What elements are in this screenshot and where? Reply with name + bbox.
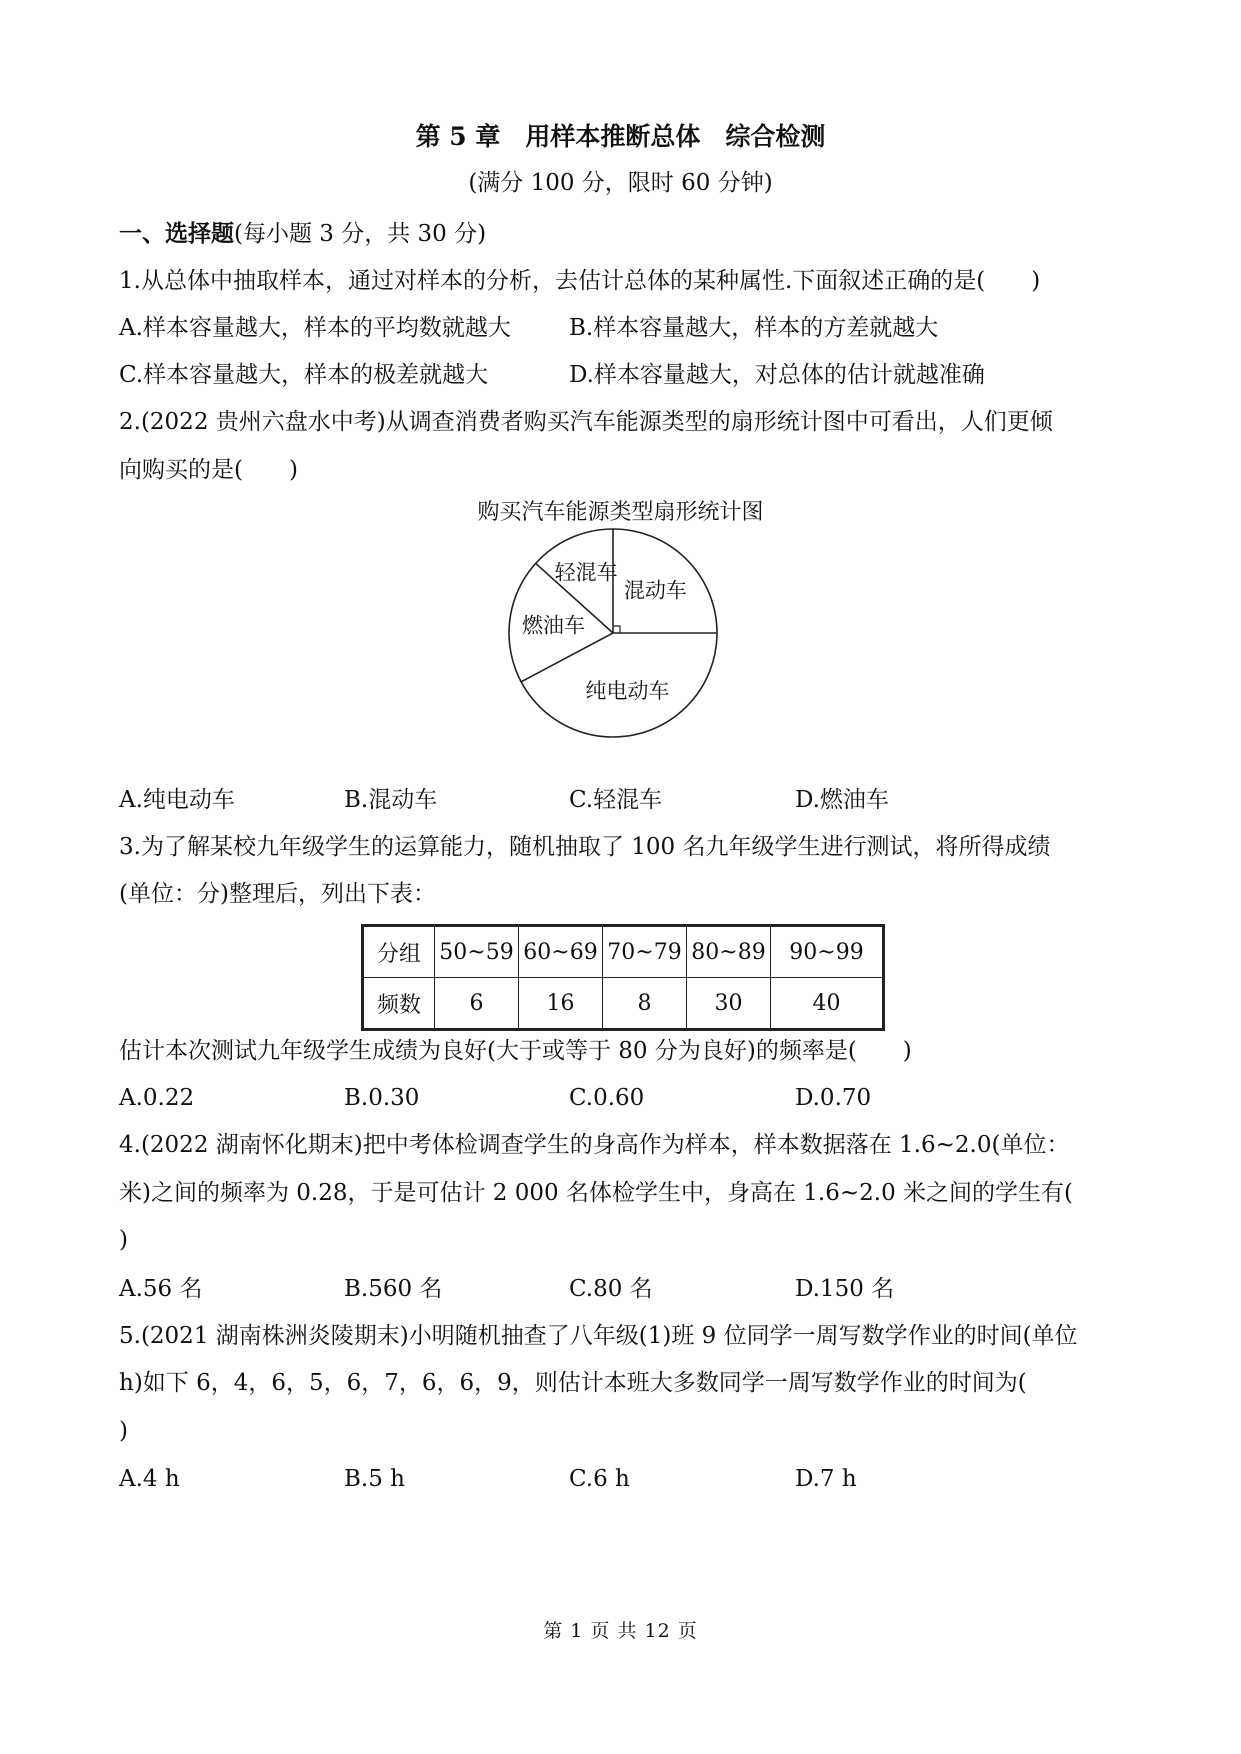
table-cell: 16 — [519, 978, 603, 1030]
table-cell: 70~79 — [603, 926, 687, 978]
q2-option-c: C.轻混车 — [569, 787, 663, 813]
q3-stem-line1: 3.为了解某校九年级学生的运算能力，随机抽取了 100 名九年级学生进行测试，将所得成绩 — [119, 834, 1051, 860]
table-cell: 30 — [687, 978, 771, 1030]
pie-slice-label: 混动车 — [623, 578, 687, 603]
pie-chart — [508, 528, 718, 738]
pie-slice-label: 燃油车 — [521, 613, 585, 638]
q4-stem-line3: ) — [119, 1227, 128, 1253]
q4-option-a: A.56 名 — [119, 1276, 203, 1302]
pie-slice-label: 纯电动车 — [585, 679, 670, 704]
q3-stem-line3: 估计本次测试九年级学生成绩为良好(大于或等于 80 分为良好)的频率是( ) — [119, 1038, 912, 1064]
table-row — [363, 926, 884, 978]
table-cell: 40 — [771, 978, 884, 1030]
q3-option-d: D.0.70 — [795, 1085, 872, 1111]
q5-stem-line2: h)如下 6，4，6，5，6，7，6，6，9，则估计本班大多数同学一周写数学作业的时间为( — [119, 1370, 1027, 1396]
q3-option-b: B.0.30 — [344, 1085, 420, 1111]
q3-option-a: A.0.22 — [119, 1085, 195, 1111]
q4-option-d: D.150 名 — [795, 1276, 895, 1302]
pie-slice-label: 轻混车 — [554, 560, 618, 585]
page-subtitle: (满分 100 分，限时 60 分钟) — [468, 170, 773, 196]
table-row — [363, 978, 884, 1030]
q3-stem-line2: (单位：分)整理后，列出下表： — [119, 881, 436, 907]
table-cell: 8 — [603, 978, 687, 1030]
q1-option-a: A.样本容量越大，样本的平均数就越大 — [119, 315, 511, 341]
q1-stem: 1.从总体中抽取样本，通过对样本的分析，去估计总体的某种属性.下面叙述正确的是( ) — [119, 268, 1041, 294]
q2-option-a: A.纯电动车 — [119, 787, 235, 813]
q2-stem-line1: 2.(2022 贵州六盘水中考)从调查消费者购买汽车能源类型的扇形统计图中可看出，人们更倾 — [119, 409, 1053, 435]
q5-stem-line3: ) — [119, 1418, 128, 1444]
table-header-cell: 频数 — [363, 978, 435, 1030]
section-heading — [119, 219, 486, 249]
q5-option-c: C.6 h — [569, 1466, 630, 1492]
table-cell: 60~69 — [519, 926, 603, 978]
q5-option-b: B.5 h — [344, 1466, 405, 1492]
q4-option-b: B.560 名 — [344, 1276, 443, 1302]
q2-option-b: B.混动车 — [344, 787, 438, 813]
frequency-table — [361, 924, 885, 1031]
q1-option-b: B.样本容量越大，样本的方差就越大 — [569, 315, 939, 341]
q5-option-a: A.4 h — [119, 1466, 180, 1492]
q3-option-c: C.0.60 — [569, 1085, 645, 1111]
table-cell: 90~99 — [771, 926, 884, 978]
q5-option-d: D.7 h — [795, 1466, 857, 1492]
table-cell: 50~59 — [435, 926, 519, 978]
q5-stem-line1: 5.(2021 湖南株洲炎陵期末)小明随机抽查了八年级(1)班 9 位同学一周写数学作业的时间(单位 — [119, 1323, 1078, 1349]
section-note: (每小题 3 分，共 30 分) — [234, 221, 487, 247]
q4-stem-line1: 4.(2022 湖南怀化期末)把中考体检调查学生的身高作为样本，样本数据落在 1.6~2.0(单位： — [119, 1132, 1070, 1158]
q4-option-c: C.80 名 — [569, 1276, 653, 1302]
page-footer: 第 1 页 共 12 页 — [543, 1620, 698, 1642]
q2-option-d: D.燃油车 — [795, 787, 889, 813]
q1-option-d: D.样本容量越大，对总体的估计就越准确 — [569, 362, 985, 388]
table-cell: 80~89 — [687, 926, 771, 978]
pie-slice-boundary — [521, 633, 613, 682]
page-title: 第 5 章 用样本推断总体 综合检测 — [415, 122, 826, 151]
q2-stem-line2: 向购买的是( ) — [119, 457, 298, 483]
q1-option-c: C.样本容量越大，样本的极差就越大 — [119, 362, 489, 388]
section-label: 一、选择题 — [119, 220, 234, 247]
table-header-cell: 分组 — [363, 926, 435, 978]
right-angle-marker — [613, 626, 620, 633]
chart-title: 购买汽车能源类型扇形统计图 — [477, 500, 764, 525]
table-cell: 6 — [435, 978, 519, 1030]
q4-stem-line2: 米)之间的频率为 0.28，于是可估计 2 000 名体检学生中，身高在 1.6~2.0 米之间的学生有( — [119, 1180, 1073, 1206]
